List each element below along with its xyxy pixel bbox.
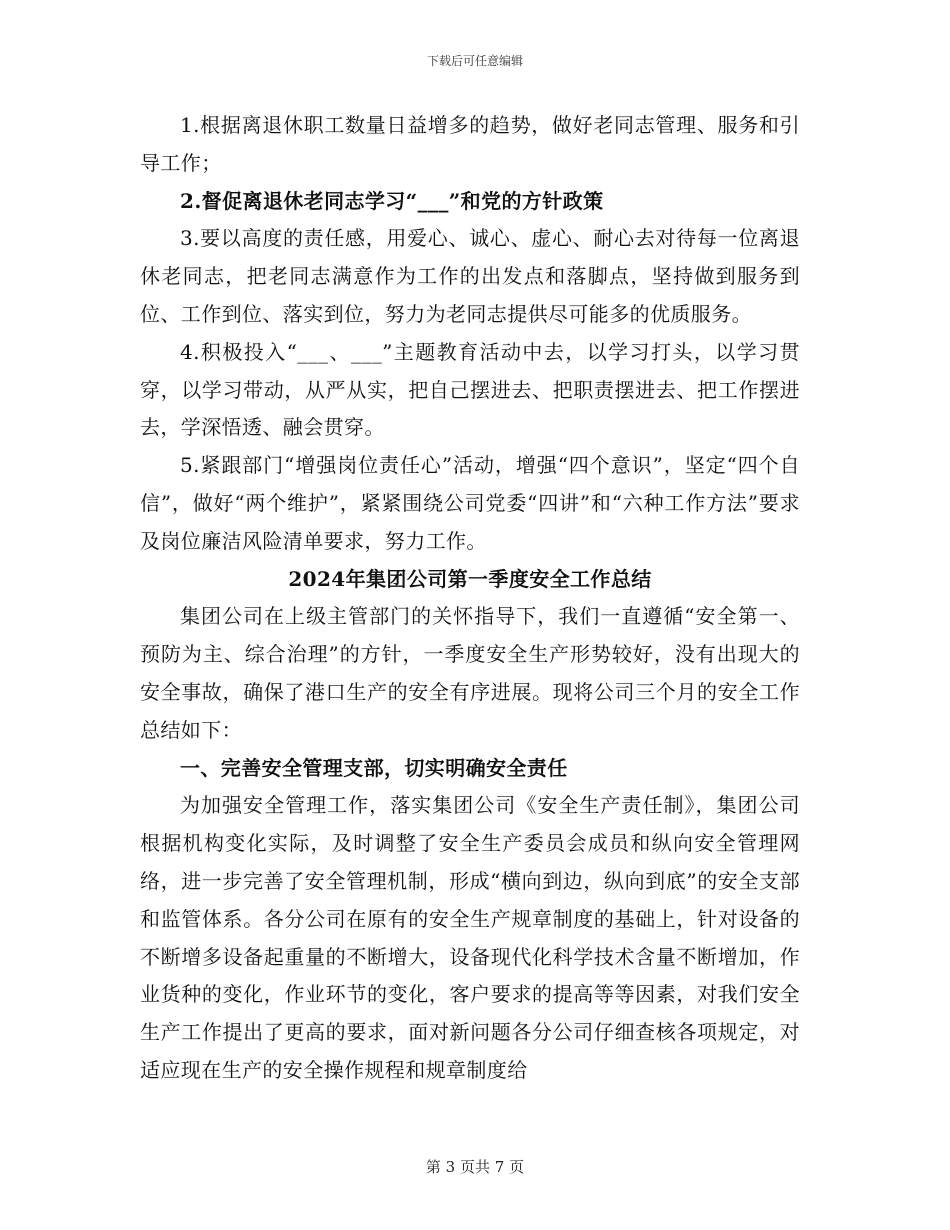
section-intro: 集团公司在上级主管部门的关怀指导下，我们一直遵循“安全第一、预防为主、综合治理”的方针，一季度安全生产形势较好，没有出现大的安全事故，确保了港口生产的安全有序进展。现将公司三个月的安全工作总结如下： <box>140 604 800 742</box>
paragraph-item-1: 1.根据离退休职工数量日益增多的趋势，做好老同志管理、服务和引导工作； <box>140 113 800 175</box>
paragraph-item-5: 5.紧跟部门“增强岗位责任心”活动，增强“四个意识”，坚定“四个自信”，做好“两个维护”，紧紧围绕公司党委“四讲”和“六种工作方法”要求及岗位廉洁风险清单要求，努力工作。 <box>140 453 800 553</box>
document-body <box>140 107 800 1090</box>
section-body-1: 为加强安全管理工作，落实集团公司《安全生产责任制》，集团公司根据机构变化实际，及时调整了安全生产委员会成员和纵向安全管理网络，进一步完善了安全管理机制，形成“横向到边，纵向到底”的安全支部和监管体系。各分公司在原有的安全生产规章制度的基础上，针对设备的不断增多设备起重量的不断增大，设备现代化科学技术含量不断增加，作业货种的变化，作业环节的变化，客户要求的提高等等因素，对我们安全生产工作提出了更高的要求，面对新问题各分公司仔细查核各项规定，对适应现在生产的安全操作规程和规章制度给 <box>140 793 800 1082</box>
paragraph-item-3: 3.要以高度的责任感，用爱心、诚心、虚心、耐心去对待每一位离退休老同志，把老同志满意作为工作的出发点和落脚点，坚持做到服务到位、工作到位、落实到位，努力为老同志提供尽可能多的优质服务。 <box>140 226 800 326</box>
section-heading-1: 一、完善安全管理支部，切实明确安全责任 <box>180 755 568 780</box>
section-title: 2024年集团公司第一季度安全工作总结 <box>288 566 652 591</box>
paragraph-item-2: 2.督促离退休老同志学习“___”和党的方针政策 <box>180 188 604 213</box>
page-footer: 第 3 页共 7 页 <box>425 1158 525 1176</box>
paragraph-item-4: 4.积极投入“___、___”主题教育活动中去，以学习打头，以学习贯穿，以学习带动，从严从实，把自己摆进去、把职责摆进去、把工作摆进去，学深悟透、融会贯穿。 <box>140 339 800 440</box>
page-header: 下载后可任意编辑 <box>426 54 523 68</box>
